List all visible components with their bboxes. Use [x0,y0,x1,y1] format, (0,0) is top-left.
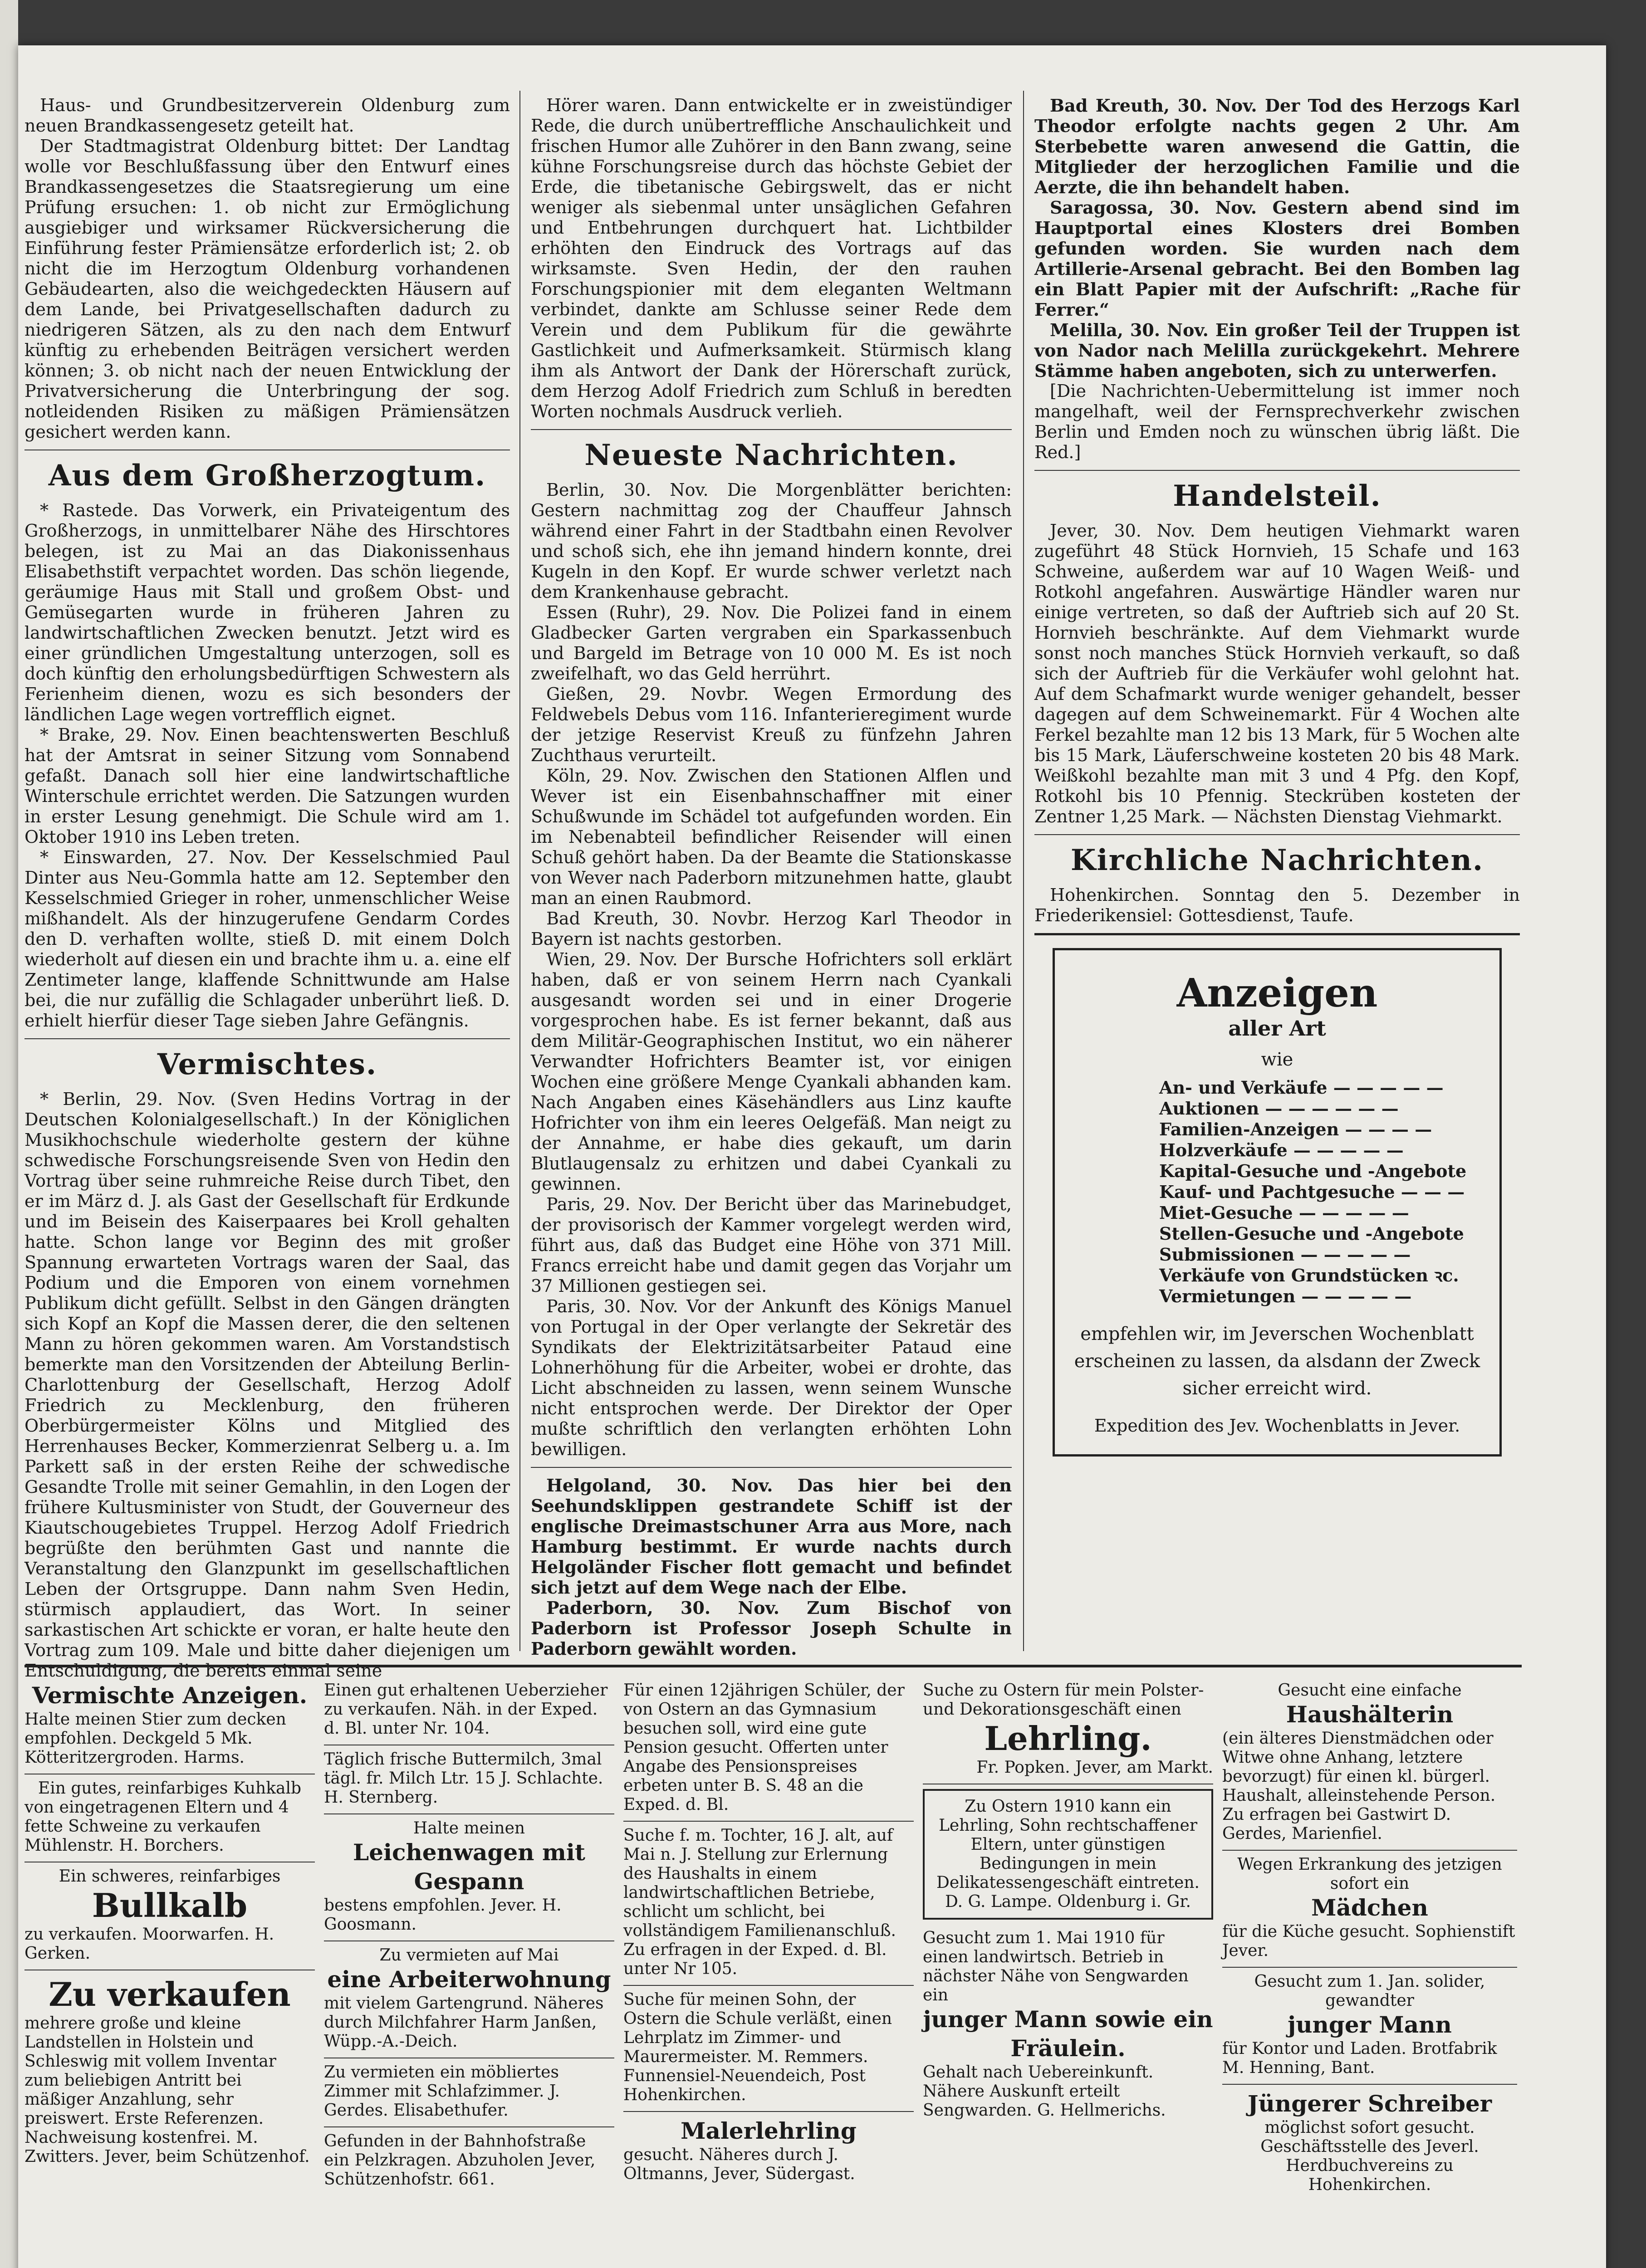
column-rule [1023,91,1024,1651]
news-item: * Einswarden, 27. Nov. Der Kesselschmied Paul Dinter aus Neu-Gommla hatte am 12. September den Kesselschmied Grieger in roher, unmenschlicher Weise mißhandelt. Als der hinzugerufene Gendarm Cordes den D. verhaften wollte, stieß D. mit einem Dolch wiederholt auf diesen ein und brachte ihm u. a. eine elf Zentimeter lange, klaffende Schnittwunde am Halse bei, die nur zufällig die Schlagader unberührt ließ. D. erhielt hierfür dieser Tage sieben Jahre Gefängnis. [24,847,510,1031]
classified-ad [324,1941,614,2058]
ad-signature: Expedition des Jev. Wochenblatts in Jever. [1094,1416,1460,1436]
classified-ad [623,1822,914,1986]
article-text: Hörer waren. Dann entwickelte er in zweistündiger Rede, die durch unübertreffliche Anschaulichkeit und frischen Humor alle Zuhörer in den Bann zwang, seine kühne Forschungsreise durch das höchste Gebiet der Erde, die tibetanische Gebirgswelt, das er nicht weniger als siebenmal unter unsäglichen Gefahren und Entbehrungen durchquert hat. Lichtbilder erhöhten den Eindruck des Vortrags auf das wirksamste. Sven Hedin, der den rauhen Forschungspionier mit dem eleganten Weltmann verbindet, dankte am Schlusse seiner Rede dem Verein und dem Publikum für die gewährte Gastlichkeit und Aufmerksamkeit. Stürmisch klang ihm als Antwort der Dank der Hörerschaft zurück, dem Herzog Adolf Friedrich zum Schluß in beredten Worten nochmals Ausdruck verlieh. [531,95,1012,421]
classified-text: zu verkaufen. Moorwarfen. H. Gerken. [24,1925,274,1963]
classified-heading: Ein gutes, reinfarbiges Kuhkalb [38,1779,302,1798]
classified-ad [24,1970,315,2173]
classified-text: Zu vermieten ein möbliertes Zimmer mit Schlafzimmer. J. Gerdes. Elisabethufer. [324,2063,560,2120]
classified-ad [923,1789,1213,1920]
news-item: Hohenkirchen. Sonntag den 5. Dezember in Friederikensiel: Gottesdienst, Taufe. [1034,885,1520,925]
telegram-item: Helgoland, 30. Nov. Das hier bei den Seehundsklippen gestrandete Schiff ist der englische Dreimastschuner Arra aus More, nach Hamburg bestimmt. Er wurde nachts durch Helgoländer Fischer flott gemacht und befindet sich jetzt auf dem Wege nach der Elbe. [531,1475,1012,1598]
classified-text: (ein älteres Dienstmädchen oder Witwe ohne Anhang, letztere bevorzugt) für einen kl. bürgerl. Haushalt, alleinstehende Person. Zu erfragen bei Gastwirt D. Gerdes, Marienfiel. [1222,1729,1496,1843]
classified-sign: Fr. Popken. Jever, am Markt. [976,1758,1213,1777]
classified-text: Täglich frische Buttermilch, 3mal tägl. fr. Milch Ltr. 15 J. Schlachte. H. Sternberg. [324,1750,603,1807]
ad-list-item: An- und Verkäufe — — — — — [1159,1077,1444,1098]
divider [1034,933,1520,935]
ad-list-item: Submissionen — — — — — [1159,1244,1411,1265]
classified-heading: Halte meinen [413,1819,525,1838]
classified-big: Jüngerer Schreiber [1247,2090,1492,2117]
classified-column [623,1677,914,2190]
ad-list-item: Miet-Gesuche — — — — — [1159,1202,1409,1223]
telegram-item: Melilla, 30. Nov. Ein großer Teil der Truppen ist von Nador nach Melilla zurückgekehrt. Mehrere Stämme haben angeboten, sich zu unterwerfen. [1034,320,1520,381]
news-item: Essen (Ruhr), 29. Nov. Die Polizei fand in einem Gladbecker Garten vergraben ein Sparkassenbuch und Bargeld im Betrage von 10 000 M. Es ist noch zweifelhaft, wo das Geld herrührt. [531,602,1012,684]
classified-ad [1222,1968,1517,2085]
news-item: Gießen, 29. Novbr. Wegen Ermordung des Feldwebels Debus vom 116. Infanterieregiment wurde der jetzige Reservist Kreuß zu fünfzehn Jahren Zuchthaus verurteilt. [531,684,1012,765]
classified-text: Halte meinen Stier zum decken empfohlen. Deckgeld 5 Mk. Kötteritzergroden. Harms. [24,1710,286,1767]
ad-list-item: Kapital-Gesuche und -Angebote [1159,1161,1467,1181]
column-2 [531,95,1012,1659]
classified-ad [24,1862,315,1970]
column-1 [24,95,510,1681]
news-item: Köln, 29. Nov. Zwischen den Stationen Alflen und Wever ist ein Eisenbahnschaffner mit einer Schußwunde im Schädel tot aufgefunden worden. Ein im Nebenabteil befindlicher Reisender will einen Schuß gehört haben. Da der Beamte die Stationskasse von Wever nach Paderborn mitzunehmen hatte, glaubt man an einen Raubmord. [531,766,1012,908]
classified-text: Suche zu Ostern für mein Polster- und Dekorationsgeschäft einen [923,1681,1204,1719]
ad-text: empfehlen wir, im Jeverschen Wochenblatt erscheinen zu lassen, da alsdann der Zweck sicher erreicht wird. [1074,1324,1480,1399]
ad-list-item: Holzverkäufe — — — — — [1159,1140,1404,1160]
page-binding-edge [0,0,18,2268]
classified-big: eine Arbeiterwohnung [327,1966,611,1993]
classified-heading: Ein schweres, reinfarbiges [59,1867,281,1886]
classified-ad [623,2112,914,2190]
ad-list [1159,1077,1486,1307]
article-text: Haus- und Grundbesitzerverein Oldenburg zum neuen Brandkassengesetz geteilt hat. [24,95,510,136]
editor-note: [Die Nachrichten-Uebermittelung ist immer noch mangelhaft, weil der Fernsprechverkehr zwischen Berlin und Emden noch zu wünschen übrig läßt. Die Red.] [1034,381,1520,462]
divider [1034,470,1520,471]
ad-list-item: Familien-Anzeigen — — — — [1159,1119,1432,1139]
section-heading: Handelsteil. [1173,479,1381,513]
section-heading: Neueste Nachrichten. [584,438,958,472]
ad-list-item: Stellen-Gesuche und -Angebote [1159,1223,1464,1244]
news-item: Paris, 30. Nov. Vor der Ankunft des Königs Manuel von Portugal in der Oper verlangte der Sekretär des Syndikats der Elektrizitätsarbeiter Pataud eine Lohnerhöhung für die Arbeiter, wobei er drohte, das Licht abschneiden zu lassen, wenn seinem Wunsche nicht entsprochen werde. Der Direktor der Oper mußte schriftlich den verlangten erhöhten Lohn bewilligen. [531,1296,1012,1459]
news-item: Jever, 30. Nov. Dem heutigen Viehmarkt waren zugeführt 48 Stück Hornvieh, 15 Schafe und 163 Schweine, außerdem war auf 10 Wagen Weiß- und Rotkohl angefahren. Auswärtige Händler waren nur einige vertreten, so daß der Auftrieb sich auf 20 St. Hornvieh beschränkte. Auf dem Viehmarkt wurde sonst noch manches Stück Hornvieh verkauft, so daß sich der Auftrieb für die Verkäufer wohl gelohnt hat. Auf dem Schafmarkt wurde weniger gehandelt, besser dagegen auf dem Schweinemarkt. Für 4 Wochen alte Ferkel bezahlte man 12 bis 13 Mark, für 5 Wochen alte bis 15 Mark, Läuferschweine kosteten 20 bis 48 Mark. Weißkohl bezahlte man mit 3 und 4 Pfg. den Kopf, Rotkohl bis 10 Pfennig. Steckrüben kosteten der Zentner 1,25 Mark. — Nächsten Dienstag Viehmarkt. [1034,521,1520,826]
classified-big: Bullkalb [92,1886,248,1925]
classified-sign: Gehalt nach Uebereinkunft. Nähere Auskunft erteilt Sengwarden. G. Hellmerichs. [923,2063,1166,2120]
classified-text: Gesucht zum 1. Mai 1910 für einen landwirtsch. Betrieb in nächster Nähe von Sengwarden ein [923,1929,1189,2004]
section-heading: Vermischtes. [157,1047,377,1081]
classified-ad [1222,1677,1517,1851]
news-item: Bad Kreuth, 30. Novbr. Herzog Karl Theodor in Bayern ist nachts gestorben. [531,909,1012,949]
divider [531,1467,1012,1468]
classified-text: für Kontor und Laden. Brotfabrik M. Henning, Bant. [1222,2039,1497,2077]
classified-text: Für einen 12jährigen Schüler, der von Ostern an das Gymnasium besuchen soll, wird eine gute Pension gesucht. Offerten unter Angabe des Pensionspreises erbeten unter B. S. 48 an die Exped. d. Bl. [623,1681,905,1814]
divider [24,1038,510,1039]
news-item: Paris, 29. Nov. Der Bericht über das Marinebudget, der provisorisch der Kammer vorgelegt werden wird, führt aus, daß das Budget eine Höhe von 371 Mill. Francs erreicht habe und damit gegen das Vorjahr um 37 Millionen gestiegen sei. [531,1194,1012,1296]
ad-title: Anzeigen [1176,970,1378,1016]
classified-column [24,1677,315,2173]
divider [1034,834,1520,835]
classified-text: Suche für meinen Sohn, der Ostern die Schule verläßt, einen Lehrplatz im Zimmer- und Maurermeister. M. Remmers. Funnensiel-Neuendeich, Post Hohenkirchen. [623,1990,892,2104]
classified-ad [1222,2085,1517,2201]
classified-heading: Zu vermieten auf Mai [379,1946,559,1965]
classified-ad [623,1986,914,2112]
ad-list-item: Kauf- und Pachtgesuche — — — [1159,1182,1465,1202]
newspaper-page [18,45,1606,2268]
classified-heading: Gesucht eine einfache [1278,1681,1462,1700]
ad-subtitle: aller Art [1228,1016,1326,1041]
classified-text: Einen gut erhaltenen Ueberzieher zu verkaufen. Näh. in der Exped. d. Bl. unter Nr. 104. [324,1681,608,1738]
classified-heading: Gesucht zum 1. Jan. solider, gewandter [1254,1972,1485,2010]
ad-list-item: Auktionen — — — — — — [1159,1098,1399,1119]
classified-big: Haushälterin [1286,1701,1454,1728]
column-rule [519,91,520,1651]
classified-big: Mädchen [1311,1894,1428,1921]
classified-big: junger Mann sowie ein Fräulein. [923,2006,1213,2062]
news-item: * Rastede. Das Vorwerk, ein Privateigentum des Großherzogs, in unmittelbarer Nähe des Hirschtores belegen, ist zu Mai an das Diakonissenhaus Elisabethstift verpachtet worden. Das schön liegende, geräumige Haus mit Stall und großem Obst- und Gemüsegarten wurde in früheren Jahren zu landwirtschaftlichen Zwecken benutzt. Jetzt wird es einer gründlichen Umgestaltung unterzogen, soll es doch künftig den erholungsbedürftigen Schwestern als Ferienheim dienen, wozu es sich besonders der ländlichen Lage wegen vortrefflich eignet. [24,500,510,724]
classified-text: von eingetragenen Eltern und 4 fette Schweine zu verkaufen Mühlenstr. H. Borchers. [24,1798,289,1855]
classified-ad [324,2127,614,2195]
telegram-item: Bad Kreuth, 30. Nov. Der Tod des Herzogs Karl Theodor erfolgte nachts gegen 2 Uhr. Am Sterbebette waren anwesend die Gattin, die Mitglieder der herzoglichen Familie und die Aerzte, die ihn behandelt haben. [1034,95,1520,197]
section-heading: Aus dem Großherzogtum. [48,459,486,493]
ad-list-item: Verkäufe von Grundstücken ꝛc. [1159,1265,1459,1286]
classified-ad [923,1677,1213,1784]
section-heading: Kirchliche Nachrichten. [1070,843,1484,877]
classified-column [324,1677,614,2195]
classified-column [1222,1677,1517,2201]
classified-text: Suche f. m. Tochter, 16 J. alt, auf Mai n. J. Stellung zur Erlernung des Haushalts in einem landwirtschaftlichen Betriebe, schlicht um schlicht, bei vollständigem Familienanschluß. Zu erfragen in der Exped. d. Bl. unter Nr 105. [623,1826,896,1978]
classified-ad [324,1745,614,1814]
classified-column [923,1677,1213,2126]
classified-ad [24,1677,315,1774]
ad-wie: wie [1261,1049,1293,1070]
classified-ad [623,1677,914,1822]
news-item: Berlin, 30. Nov. Die Morgenblätter berichten: Gestern nachmittag zog der Chauffeur Jahnsch während einer Fahrt in der Stadtbahn einen Revolver und schoß sich, ehe ihn jemand hindern konnte, drei Kugeln in den Kopf. Er wurde schwer verletzt nach dem Krankenhause gebracht. [531,480,1012,602]
classified-text: gesucht. Näheres durch J. Oltmanns, Jever, Südergast. [623,2146,855,2183]
classified-big: Malerlehrling [681,2117,857,2144]
classified-ad [923,1924,1213,2126]
classified-text: Gefunden in der Bahnhofstraße ein Pelzkragen. Abzuholen Jever, Schützenhofstr. 661. [324,2132,596,2189]
article-text: Der Stadtmagistrat Oldenburg bittet: Der Landtag wolle vor Beschlußfassung über den Entwurf eines Brandkassengesetzes die Staatsregierung um eine Prüfung ersuchen: 1. ob nicht zur Ermöglichung ausgiebiger und wirksamer Rückversicherung die Einführung fester Prämiensätze erforderlich ist; 2. ob nicht die im Herzogtum Oldenburg vorhandenen Gebäudearten, also die weichgedeckten Häusern auf dem Lande, bei Privatgesellschaften dadurch zu niedrigeren Sätzen, als zu den nach dem Entwurf künftig zu erhebenden Beiträgen versichert werden können; 3. ob nicht nach der neuen Entwicklung der Privatversicherung die Unterbringung der sog. notleidenden Risiken zu mäßigen Prämiensätzen gesichert werden kann. [24,136,510,442]
classified-heading: Wegen Erkrankung des jetzigen sofort ein [1237,1855,1502,1893]
classified-big: Lehrling. [984,1719,1152,1758]
classified-text: mit vielem Gartengrund. Näheres durch Milchfahrer Harm Janßen, Wüpp.-A.-Deich. [324,1994,604,2051]
ad-list-item: Vermietungen — — — — — [1159,1286,1412,1306]
classified-ad [324,1677,614,1745]
news-item: * Brake, 29. Nov. Einen beachtenswerten Beschluß hat der Amtsrat in seiner Sitzung vom Sonnabend gefaßt. Danach soll hier eine landwirtschaftliche Winterschule errichtet werden. Die Satzungen wurden in erster Lesung genehmigt. Die Schule wird am 1. Oktober 1910 ins Leben treten. [24,725,510,847]
news-item: * Berlin, 29. Nov. (Sven Hedins Vortrag in der Deutschen Kolonialgesellschaft.) In der Königlichen Musikhochschule wiederholte gestern der kühne schwedische Forschungsreisende Sven von Hedin den Vortrag über seine ruhmreiche Reise durch Tibet, den er im März d. J. als Gast der Gesellschaft für Erdkunde und im Beisein des Kaiserpaares bei Kroll gehalten hatte. Schon lange vor Beginn des mit großer Spannung erwarteten Vortrags waren der Saal, das Podium und die Emporen von einem vornehmen Publikum dicht gefüllt. Selbst in den Gängen drängten sich Kopf an Kopf die Massen derer, die den seltenen Mann zu hören gekommen waren. Am Vorstandstisch bemerkte man den Vorsitzenden der Abteilung Berlin-Charlottenburg der Gesellschaft, Herzog Adolf Friedrich zu Mecklenburg, den früheren Oberbürgermeister Kölns und Mitglied des Herrenhauses Becker, Kommerzienrat Selberg u. a. Im Parkett saß in der ersten Reihe der schwedische Gesandte Trolle mit seiner Gemahlin, in den Logen der frühere Kultusminister von Studt, der Gouverneur des Kiautschougebietes Truppel. Herzog Adolf Friedrich begrüßte den berühmten Gast und nannte die Veranstaltung den Glanzpunkt im gesellschaftlichen Leben der Ortsgruppe. Dann nahm Sven Hedin, stürmisch applaudiert, das Wort. In seiner sarkastischen Art schickte er voran, er halte heute den Vortrag zum 109. Male und bitte daher diejenigen um Entschuldigung, die bereits einmal seine [24,1089,510,1681]
classified-text: möglichst sofort gesucht. Geschäftsstelle des Jeverl. Herdbuchvereins zu Hohenkirchen. [1260,2118,1479,2194]
classified-text: mehrere große und kleine Landstellen in Holstein und Schleswig mit vollem Inventar zum beliebigen Antritt bei mäßiger Anzahlung, sehr preiswert. Erste Referenzen. Nachweisung kostenfrei. M. Zwitters. Jever, beim Schützenhof. [24,2014,310,2166]
telegram-item: Paderborn, 30. Nov. Zum Bischof von Paderborn ist Professor Joseph Schulte in Paderborn gewählt worden. [531,1598,1012,1659]
column-3 [1034,95,1520,1461]
classified-ad [1222,1851,1517,1968]
classified-big: junger Mann [1288,2011,1452,2038]
telegram-item: Saragossa, 30. Nov. Gestern abend sind im Hauptportal eines Klosters drei Bomben gefunden worden. Sie wurden nach dem Artillerie-Arsenal gebracht. Bei den Bomben lag ein Blatt Papier mit der Aufschrift: „Rache für Ferrer.“ [1034,197,1520,320]
news-item: Wien, 29. Nov. Der Bursche Hofrichters soll erklärt haben, daß er von seinem Herrn nach Cyankali ausgesandt worden sei und in einer Drogerie vorgesprochen habe. Es ist ferner bekannt, daß aus dem Militär-Geographischen Institut, wo ein näherer Verwandter Hofrichters Beamter ist, vor einigen Wochen eine größere Menge Cyankali abhanden kam. Nach Angaben eines Käsehändlers aus Linz kaufte Hofrichter von ihm ein leeres Oelgefäß. Man neigt zu der Annahme, er habe dies gekauft, um darin Blutlaugensalz zu erhitzen und dabei Cyankali zu gewinnen. [531,949,1012,1194]
classified-ad [24,1774,315,1862]
divider [531,429,1012,430]
classified-text: Zu Ostern 1910 kann ein Lehrling, Sohn rechtschaffener Eltern, unter günstigen Bedingungen in mein Delikatessengeschäft eintreten. D. G. Lampe. Oldenburg i. Gr. [936,1797,1200,1911]
classified-heading: Vermischte Anzeigen. [32,1682,308,1709]
classified-ad [324,2058,614,2127]
classified-text: bestens empfohlen. Jever. H. Goosmann. [324,1896,562,1934]
classified-big: Zu verkaufen [49,1975,291,2014]
advertisement-box [1053,948,1502,1457]
classified-text: für die Küche gesucht. Sophienstift Jever. [1222,1922,1515,1960]
classified-ad [324,1814,614,1941]
classified-big: Leichenwagen mit Gespann [353,1839,585,1895]
classifieds-section [24,1665,1522,2268]
